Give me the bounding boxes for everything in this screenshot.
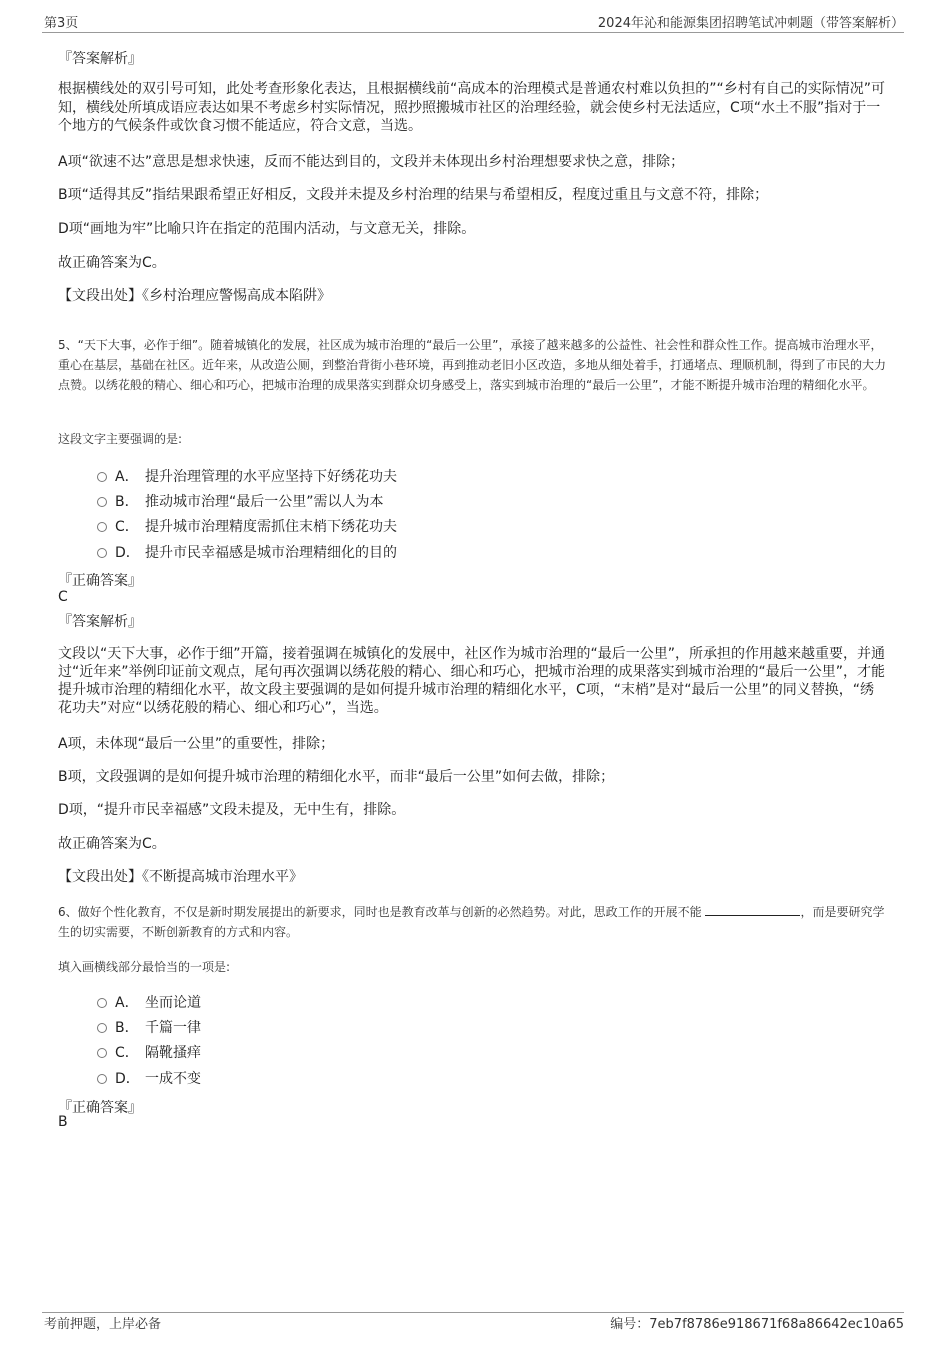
analysis-label: 『答案解析』 xyxy=(58,614,142,630)
answer-label: 『正确答案』 xyxy=(58,573,142,589)
conclusion: 故正确答案为C。 xyxy=(58,255,166,271)
option-a[interactable]: A． 坐而论道 xyxy=(97,992,201,1012)
analysis-text: 根据横线处的双引号可知，此处考查形象化表达，且根据横线前“高成本的治理模式是普通农村难以负担的”“乡村有自己的实际情况”可知，横线处所填成语应表达如果不考虑乡村实际情况，照抄照搬城市社区的治理经验，就会使乡村无法适应，C项“水土不服”指对于一个地方的气候条件或饮食习惯不能适应，符合文意，当选。 xyxy=(58,81,886,134)
radio-icon[interactable] xyxy=(97,472,107,482)
analysis-option-a: A项“欲速不达”意思是想求快速，反而不能达到目的，文段并未体现出乡村治理想要求快之意，排除； xyxy=(58,154,685,170)
radio-icon[interactable] xyxy=(97,497,107,507)
radio-icon[interactable] xyxy=(97,1023,107,1033)
document-title: 2024年沁和能源集团招聘笔试冲刺题（带答案解析） xyxy=(597,16,904,31)
footer-slogan: 考前押题，上岸必备 xyxy=(44,1317,162,1332)
analysis-option-b: B项“适得其反”指结果跟希望正好相反，文段并未提及乡村治理的结果与希望相反，程度过重且与文意不符，排除； xyxy=(58,187,769,203)
option-c[interactable]: C． 提升城市治理精度需抓住末梢下绣花功夫 xyxy=(97,516,397,536)
option-c[interactable]: C． 隔靴搔痒 xyxy=(97,1042,201,1062)
question-5-stem: 5、“天下大事，必作于细”。随着城镇化的发展，社区成为城市治理的“最后一公里”，承接了越来越多的公益性、社会性和群众性工作。提高城市治理水平，重心在基层，基础在社区。近年来，从改造公厕，到整治背街小巷环境，再到推动老旧小区改造，多地从细处着手，打通堵点、理顺机制，得到了市民的大力点赞。以绣花般的精心、细心和巧心，把城市治理的成果落实到群众切身感受上，落实到城市治理的“最后一公里”，才能不断提升城市治理的精细化水平。 xyxy=(58,338,887,392)
option-d[interactable]: D． 一成不变 xyxy=(97,1068,201,1088)
answer: C xyxy=(58,589,68,605)
radio-icon[interactable] xyxy=(97,548,107,558)
analysis-text: 文段以“天下大事，必作于细”开篇，接着强调在城镇化的发展中，社区作为城市治理的“最后一公里”，所承担的作用越来越重要，并通过“近年来”举例印证前文观点，尾句再次强调以绣花般的精心、细心和巧心，把城市治理的成果落实到城市治理的“最后一公里”，才能提升城市治理的精细化水平，故文段主要强调的是如何提升城市治理的精细化水平，C项，“末梢”是对“最后一公里”的同义替换，“绣花功夫”对应“以绣花般的精心、细心和巧心”，当选。 xyxy=(58,646,886,716)
analysis-option-a: A项，未体现“最后一公里”的重要性，排除； xyxy=(58,736,335,752)
question-6-prompt: 填入画横线部分最恰当的一项是: xyxy=(58,960,231,974)
answer-label: 『正确答案』 xyxy=(58,1100,142,1116)
page-number: 第3页 xyxy=(44,16,79,31)
analysis-option-d: D项，“提升市民幸福感”文段未提及，无中生有，排除。 xyxy=(58,802,406,818)
answer: B xyxy=(58,1114,68,1130)
option-a[interactable]: A． 提升治理管理的水平应坚持下好绣花功夫 xyxy=(97,466,397,486)
radio-icon[interactable] xyxy=(97,1048,107,1058)
option-d[interactable]: D． 提升市民幸福感是城市治理精细化的目的 xyxy=(97,542,397,562)
question-5-prompt: 这段文字主要强调的是: xyxy=(58,432,183,446)
option-b[interactable]: B． 千篇一律 xyxy=(97,1017,201,1037)
analysis-option-d: D项“画地为牢”比喻只许在指定的范围内活动，与文意无关，排除。 xyxy=(58,221,476,237)
conclusion: 故正确答案为C。 xyxy=(58,836,166,852)
question-6-stem: 6、做好个性化教育，不仅是新时期发展提出的新要求，同时也是教育改革与创新的必然趋势。对此，思政工作的开展不能 ，而是要研究学生的切实需要，不断创新教育的方式和内容。 xyxy=(58,905,885,939)
document-id: 编号：7eb7f8786e918671f68a86642ec10a65 xyxy=(610,1317,904,1332)
analysis-label: 『答案解析』 xyxy=(58,51,142,67)
option-b[interactable]: B． 推动城市治理“最后一公里”需以人为本 xyxy=(97,491,384,511)
analysis-option-b: B项，文段强调的是如何提升城市治理的精细化水平，而非“最后一公里”如何去做，排除； xyxy=(58,769,615,785)
header-divider xyxy=(42,32,904,33)
radio-icon[interactable] xyxy=(97,998,107,1008)
radio-icon[interactable] xyxy=(97,1074,107,1084)
answer-blank xyxy=(705,903,800,916)
source: 【文段出处】《乡村治理应警惕高成本陷阱》 xyxy=(58,288,331,304)
radio-icon[interactable] xyxy=(97,522,107,532)
source: 【文段出处】《不断提高城市治理水平》 xyxy=(58,869,303,885)
